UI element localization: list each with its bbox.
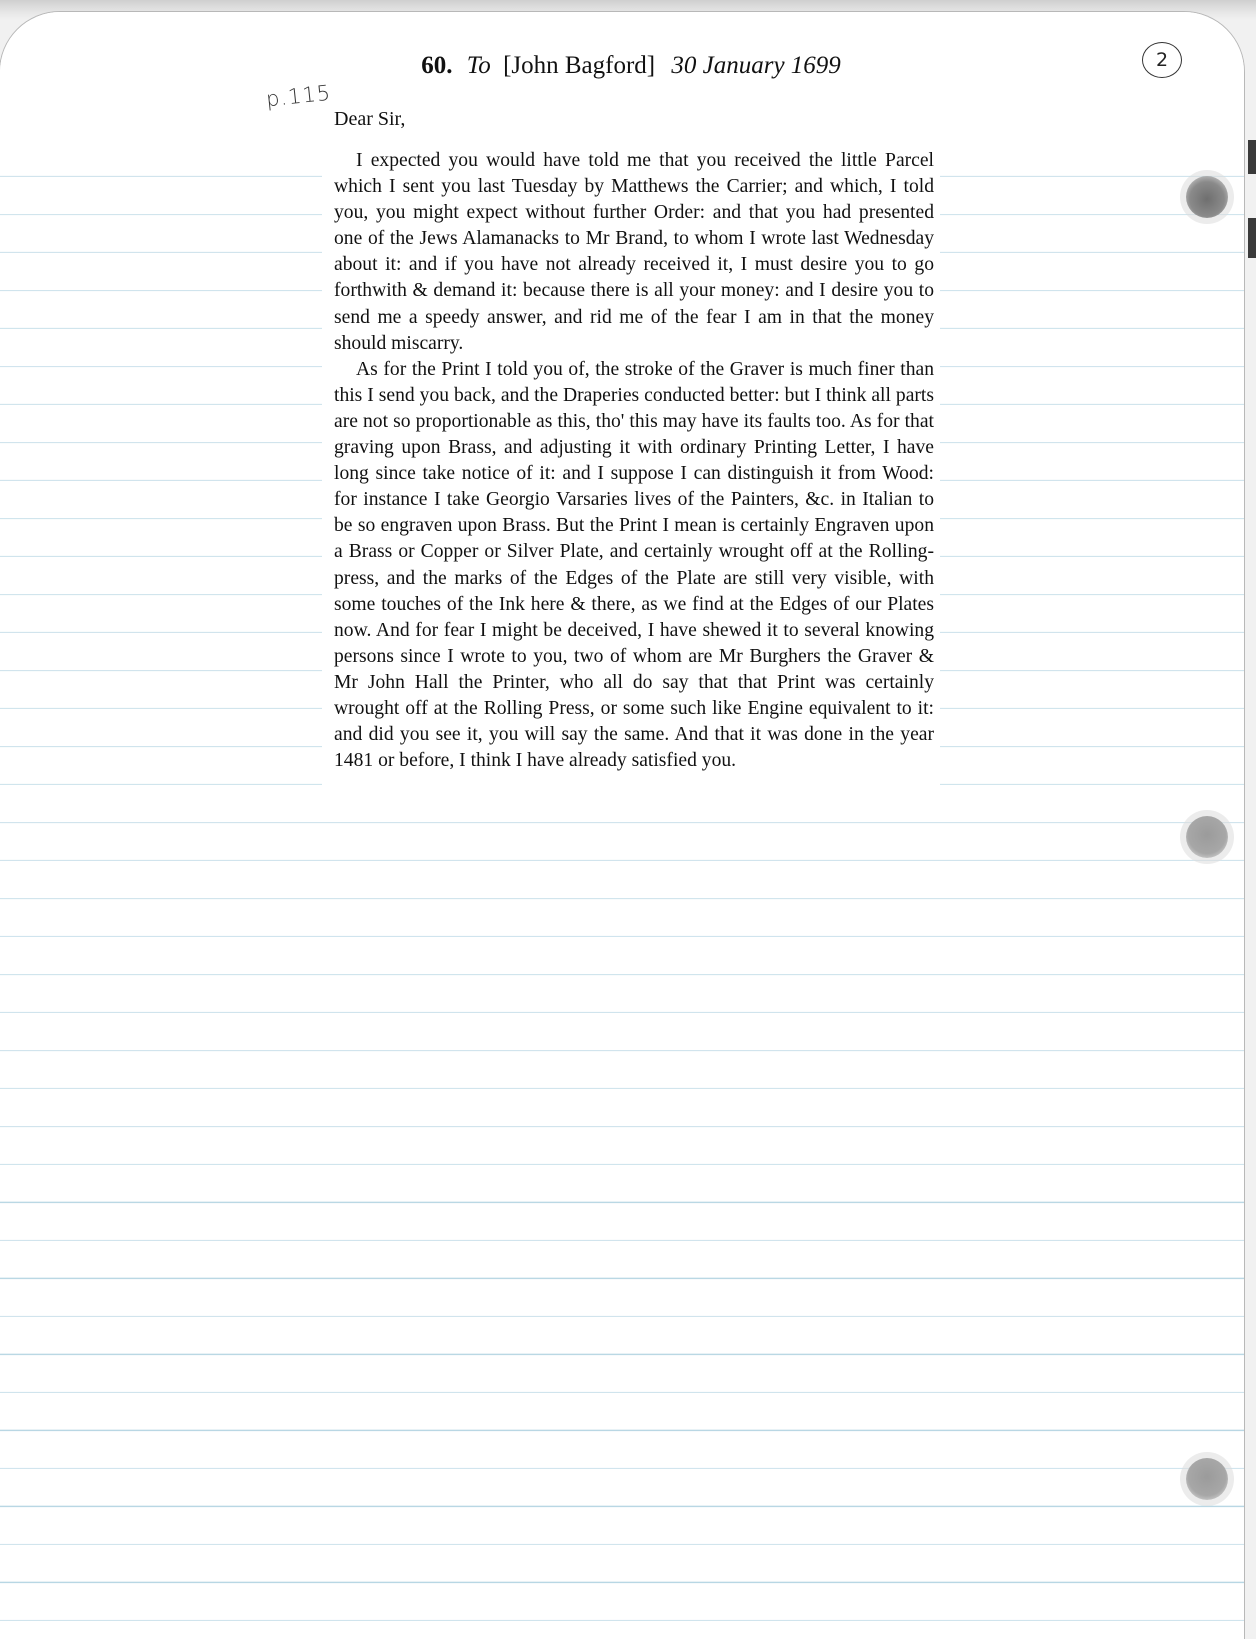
punch-hole-middle xyxy=(1186,816,1228,858)
scanner-edge-mark xyxy=(1248,218,1256,258)
handwritten-page-reference: p.115 xyxy=(264,80,333,112)
to-label: To xyxy=(466,52,491,79)
punch-hole-top xyxy=(1186,176,1228,218)
letter-number: 60. xyxy=(421,52,453,79)
letter-heading xyxy=(322,52,940,80)
letter-paragraph: As for the Print I told you of, the stroke of the Graver is much finer than this I send you back, and the Draperies conducted better: but I think all parts are not so proportionable as this, tho' this may have its faults too. As for that graving upon Brass, and adjusting it with ordinary Printing Letter, I have long since take notice of it: and I suppose I can distinguish it from Wood: for instance I take Georgio Varsaries lives of the Painters, &c. in Italian to be so engraven upon Brass. But the Print I mean is certainly Engraven upon a Brass or Copper or Silver Plate, and certainly wrought off at the Rolling-press, and the marks of the Edges of the Plate are still very visible, with some touches of the Ink here & there, as we find at the Edges of our Plates now. And for fear I might be deceived, I have shewed it to several knowing persons since I wrote to you, two of whom are Mr Burghers the Graver & Mr John Hall the Printer, who all do say that that Print was certainly wrought off at the Rolling Press, or some such like Engine equivalent to it: and did you see it, you will say the same. And that it was done in the year 1481 or before, I think I have already satisfied you. xyxy=(334,358,934,772)
circled-page-number: 2 xyxy=(1142,42,1182,78)
letter-paragraph: I expected you would have told me that you received the little Parcel which I sent you last Tuesday by Matthews the Carrier; and which, I told you, you might expect without further Order: and that you had presented one of the Jews Alamanacks to Mr Brand, to whom I wrote last Wednesday about it: and if you have not already received it, I must desire you to go forthwith & demand it: because there is all your money: and I desire you to send me a speedy answer, and rid me of the fear I am in that the money should miscarry. xyxy=(334,150,934,354)
salutation: Dear Sir, xyxy=(334,108,406,130)
letter-body xyxy=(334,148,934,774)
scanner-edge-mark xyxy=(1248,140,1256,174)
punch-hole-bottom xyxy=(1186,1458,1228,1500)
recipient-name: [John Bagford] xyxy=(503,52,656,79)
letter-date: 30 January 1699 xyxy=(671,52,841,79)
